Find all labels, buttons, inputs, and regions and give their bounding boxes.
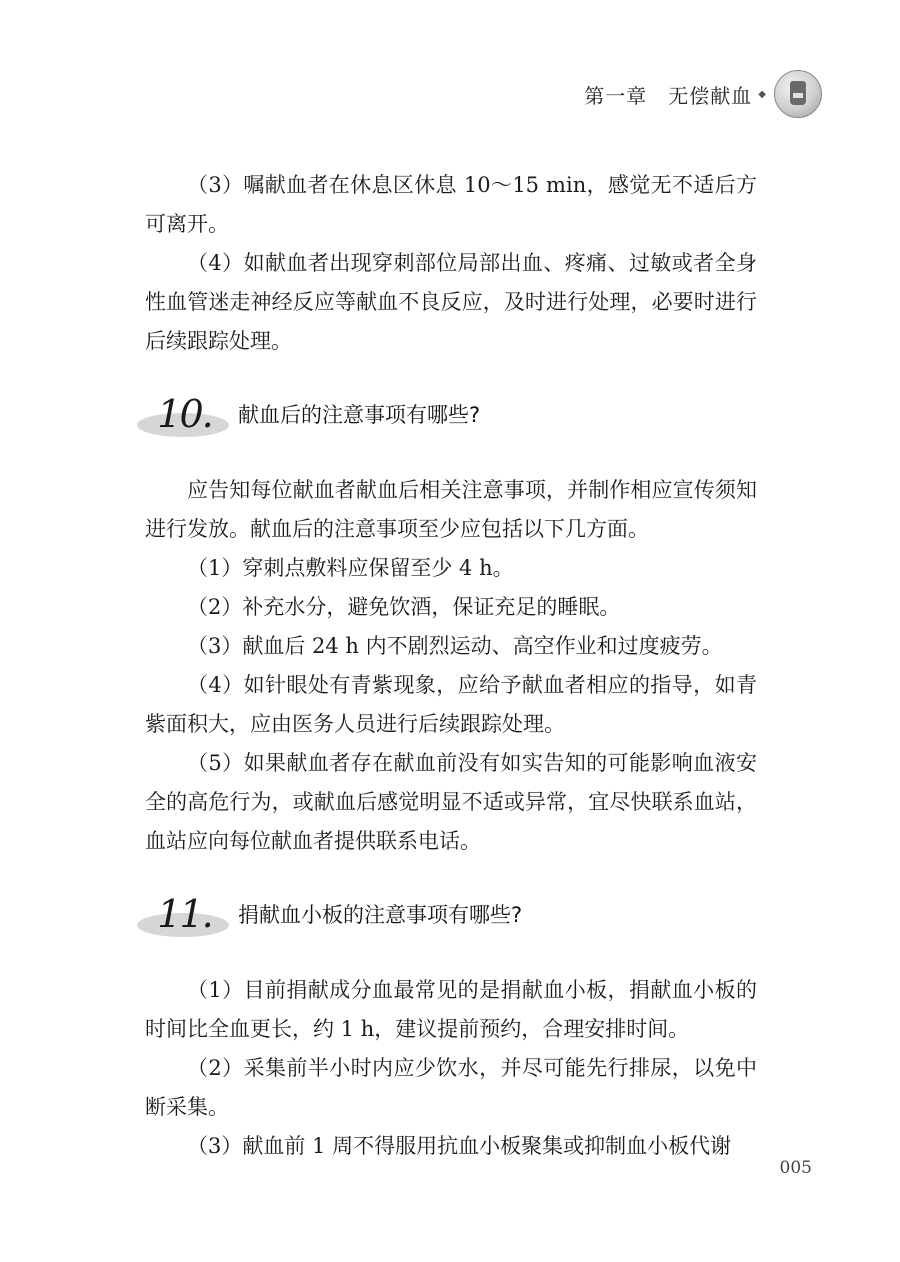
paragraph: （5）如果献血者存在献血前没有如实告知的可能影响血液安全的高危行为，或献血后感觉明显不适或异常，宜尽快联系血站，血站应向每位献血者提供联系电话。 xyxy=(145,751,757,853)
paragraph: （3）献血前 1 周不得服用抗血小板聚集或抑制血小板代谢 xyxy=(187,1134,732,1158)
question-heading-11 xyxy=(137,883,757,945)
page-body xyxy=(145,166,757,1166)
blood-bag-icon xyxy=(774,70,822,118)
paragraph: （4）如针眼处有青紫现象，应给予献血者相应的指导，如青紫面积大，应由医务人员进行后续跟踪处理。 xyxy=(145,673,757,736)
paragraph: （2）补充水分，避免饮酒，保证充足的睡眠。 xyxy=(187,595,621,619)
question-number: 10. xyxy=(157,392,212,436)
paragraph: （4）如献血者出现穿刺部位局部出血、疼痛、过敏或者全身性血管迷走神经反应等献血不良反应，及时进行处理，必要时进行后续跟踪处理。 xyxy=(145,251,757,353)
paragraph: （3）嘱献血者在休息区休息 10～15 min，感觉无不适后方可离开。 xyxy=(145,173,757,236)
paragraph: （2）采集前半小时内应少饮水，并尽可能先行排尿，以免中断采集。 xyxy=(145,1056,757,1119)
chapter-title: 第一章 无偿献血 xyxy=(584,83,753,108)
running-header xyxy=(584,68,822,120)
question-heading-10 xyxy=(137,383,757,445)
diamond-icon: ◆ xyxy=(758,88,766,100)
paragraph: 应告知每位献血者献血后相关注意事项，并制作相应宣传须知进行发放。献血后的注意事项至少应包括以下几方面。 xyxy=(145,478,757,541)
paragraph: （3）献血后 24 h 内不剧烈运动、高空作业和过度疲劳。 xyxy=(187,634,723,658)
question-title: 献血后的注意事项有哪些? xyxy=(238,403,481,427)
question-title: 捐献血小板的注意事项有哪些? xyxy=(238,903,523,927)
question-number: 11. xyxy=(157,892,212,936)
page-number: 005 xyxy=(779,1158,812,1178)
paragraph: （1）穿刺点敷料应保留至少 4 h。 xyxy=(187,556,514,580)
paragraph: （1）目前捐献成分血最常见的是捐献血小板，捐献血小板的时间比全血更长，约 1 h，建议提前预约，合理安排时间。 xyxy=(145,978,757,1041)
